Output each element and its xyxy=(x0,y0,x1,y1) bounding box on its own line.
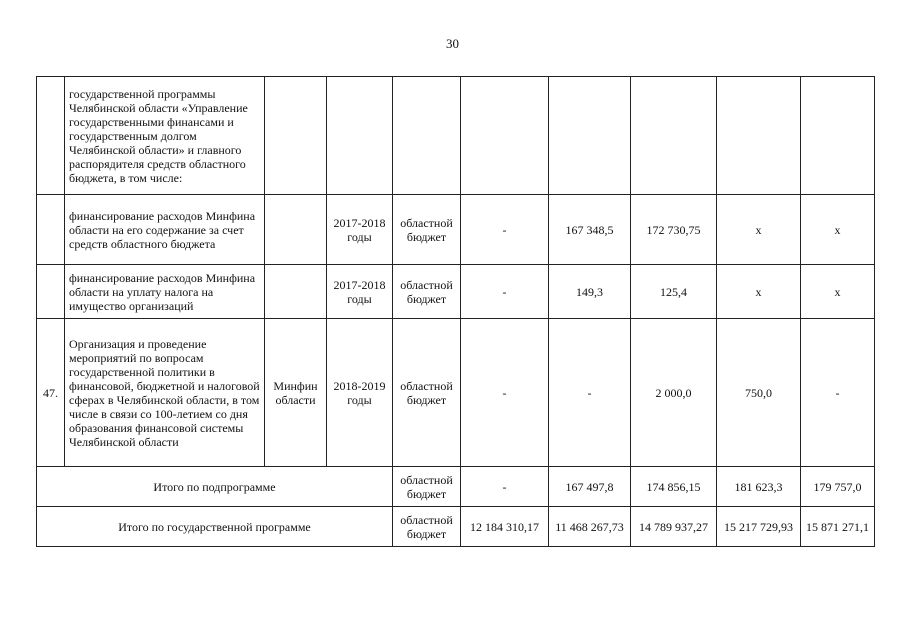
executor xyxy=(265,265,327,319)
value-2019: 174 856,15 xyxy=(631,467,717,507)
value-2020: х xyxy=(717,265,801,319)
value-2018: - xyxy=(549,319,631,467)
table-row xyxy=(37,319,875,467)
activity-name: финансирование расходов Минфина области на его содержание за счет средств областного бюджета xyxy=(65,195,265,265)
activity-name: финансирование расходов Минфина области на уплату налога на имущество организаций xyxy=(65,265,265,319)
subprogram-total-label: Итого по подпрограмме xyxy=(37,467,393,507)
activity-name: Организация и проведение мероприятий по вопросам государственной политики в финансовой, бюджетной и налоговой сферах в Челябинской области, в том числе в связи со 100-летием со дня образования финансовой системы Челябинской области xyxy=(65,319,265,467)
value-2017: 12 184 310,17 xyxy=(461,507,549,547)
value-2018: 11 468 267,73 xyxy=(549,507,631,547)
page-number: 30 xyxy=(446,36,459,51)
value-2021: 15 871 271,1 xyxy=(801,507,875,547)
funding-source xyxy=(393,77,461,195)
value-2018 xyxy=(549,77,631,195)
value-2017 xyxy=(461,77,549,195)
value-2019: 172 730,75 xyxy=(631,195,717,265)
period: 2018-2019 годы xyxy=(327,319,393,467)
value-2021: х xyxy=(801,265,875,319)
value-2017: - xyxy=(461,319,549,467)
program-total-row xyxy=(37,507,875,547)
value-2020: х xyxy=(717,195,801,265)
value-2017: - xyxy=(461,265,549,319)
funding-source: областной бюджет xyxy=(393,265,461,319)
period xyxy=(327,77,393,195)
executor xyxy=(265,77,327,195)
table-row xyxy=(37,195,875,265)
program-total-label: Итого по государственной программе xyxy=(37,507,393,547)
activity-name: государственной программы Челябинской области «Управление государственными финансами и государственным долгом Челябинской области» и главного распорядителя средств областного бюджета, в том числе: xyxy=(65,77,265,195)
executor: Минфин области xyxy=(265,319,327,467)
funding-source: областной бюджет xyxy=(393,467,461,507)
table-row xyxy=(37,265,875,319)
value-2018: 167 497,8 xyxy=(549,467,631,507)
row-number xyxy=(37,265,65,319)
value-2020: 181 623,3 xyxy=(717,467,801,507)
executor xyxy=(265,195,327,265)
row-number xyxy=(37,195,65,265)
budget-table xyxy=(36,76,875,547)
value-2020: 15 217 729,93 xyxy=(717,507,801,547)
value-2017: - xyxy=(461,195,549,265)
value-2020 xyxy=(717,77,801,195)
row-number: 47. xyxy=(37,319,65,467)
value-2019: 2 000,0 xyxy=(631,319,717,467)
value-2020: 750,0 xyxy=(717,319,801,467)
value-2021: х xyxy=(801,195,875,265)
value-2019: 125,4 xyxy=(631,265,717,319)
value-2021 xyxy=(801,77,875,195)
period: 2017-2018 годы xyxy=(327,195,393,265)
funding-source: областной бюджет xyxy=(393,319,461,467)
value-2018: 149,3 xyxy=(549,265,631,319)
value-2017: - xyxy=(461,467,549,507)
value-2021: 179 757,0 xyxy=(801,467,875,507)
row-number xyxy=(37,77,65,195)
funding-source: областной бюджет xyxy=(393,507,461,547)
value-2019: 14 789 937,27 xyxy=(631,507,717,547)
period: 2017-2018 годы xyxy=(327,265,393,319)
subprogram-total-row xyxy=(37,467,875,507)
funding-source: областной бюджет xyxy=(393,195,461,265)
value-2021: - xyxy=(801,319,875,467)
value-2018: 167 348,5 xyxy=(549,195,631,265)
value-2019 xyxy=(631,77,717,195)
table-row xyxy=(37,77,875,195)
